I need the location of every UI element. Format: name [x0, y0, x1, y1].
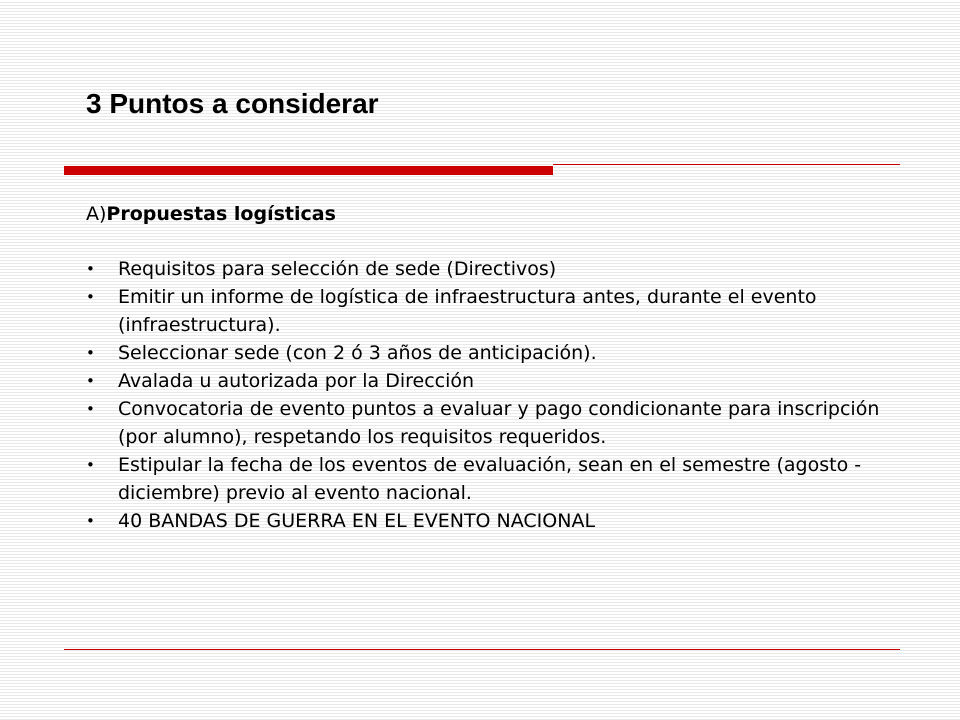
title-underline-thick	[64, 166, 553, 175]
bullet-dot-icon: •	[86, 260, 95, 278]
section-heading	[86, 200, 896, 228]
bullet-text: Requisitos para selección de sede (Directivos)	[118, 258, 557, 280]
bullet-item	[86, 283, 896, 339]
bullet-text: Seleccionar sede (con 2 ó 3 años de anticipación).	[118, 342, 597, 364]
bullet-text: Estipular la fecha de los eventos de evaluación, sean en el semestre (agosto -diciembre) previo al evento nacional.	[118, 454, 862, 504]
bullet-dot-icon: •	[86, 372, 95, 390]
slide-body	[86, 200, 896, 535]
bullet-dot-icon: •	[86, 288, 95, 306]
footer-rule	[64, 649, 900, 650]
bullet-text: Avalada u autorizada por la Dirección	[118, 370, 475, 392]
bullet-dot-icon: •	[86, 512, 95, 530]
bullet-item	[86, 451, 896, 507]
bullet-item	[86, 507, 896, 535]
section-label: Propuestas logísticas	[106, 203, 336, 225]
bullet-dot-icon: •	[86, 456, 95, 474]
bullet-dot-icon: •	[86, 400, 95, 418]
bullet-list	[86, 255, 896, 535]
bullet-text: Emitir un informe de logística de infraestructura antes, durante el evento (infraestructura).	[118, 286, 817, 336]
bullet-item	[86, 339, 896, 367]
bullet-text: Convocatoria de evento puntos a evaluar y pago condicionante para inscripción (por alumno), respetando los requisitos requeridos.	[118, 398, 880, 448]
section-prefix: A)	[86, 203, 107, 225]
bullet-text: 40 BANDAS DE GUERRA EN EL EVENTO NACIONAL	[118, 510, 596, 532]
bullet-item	[86, 395, 896, 451]
bullet-item	[86, 255, 896, 283]
bullet-dot-icon: •	[86, 344, 95, 362]
slide-title: 3 Puntos a considerar	[86, 88, 379, 119]
bullet-item	[86, 367, 896, 395]
title-underline-thin	[553, 164, 900, 165]
